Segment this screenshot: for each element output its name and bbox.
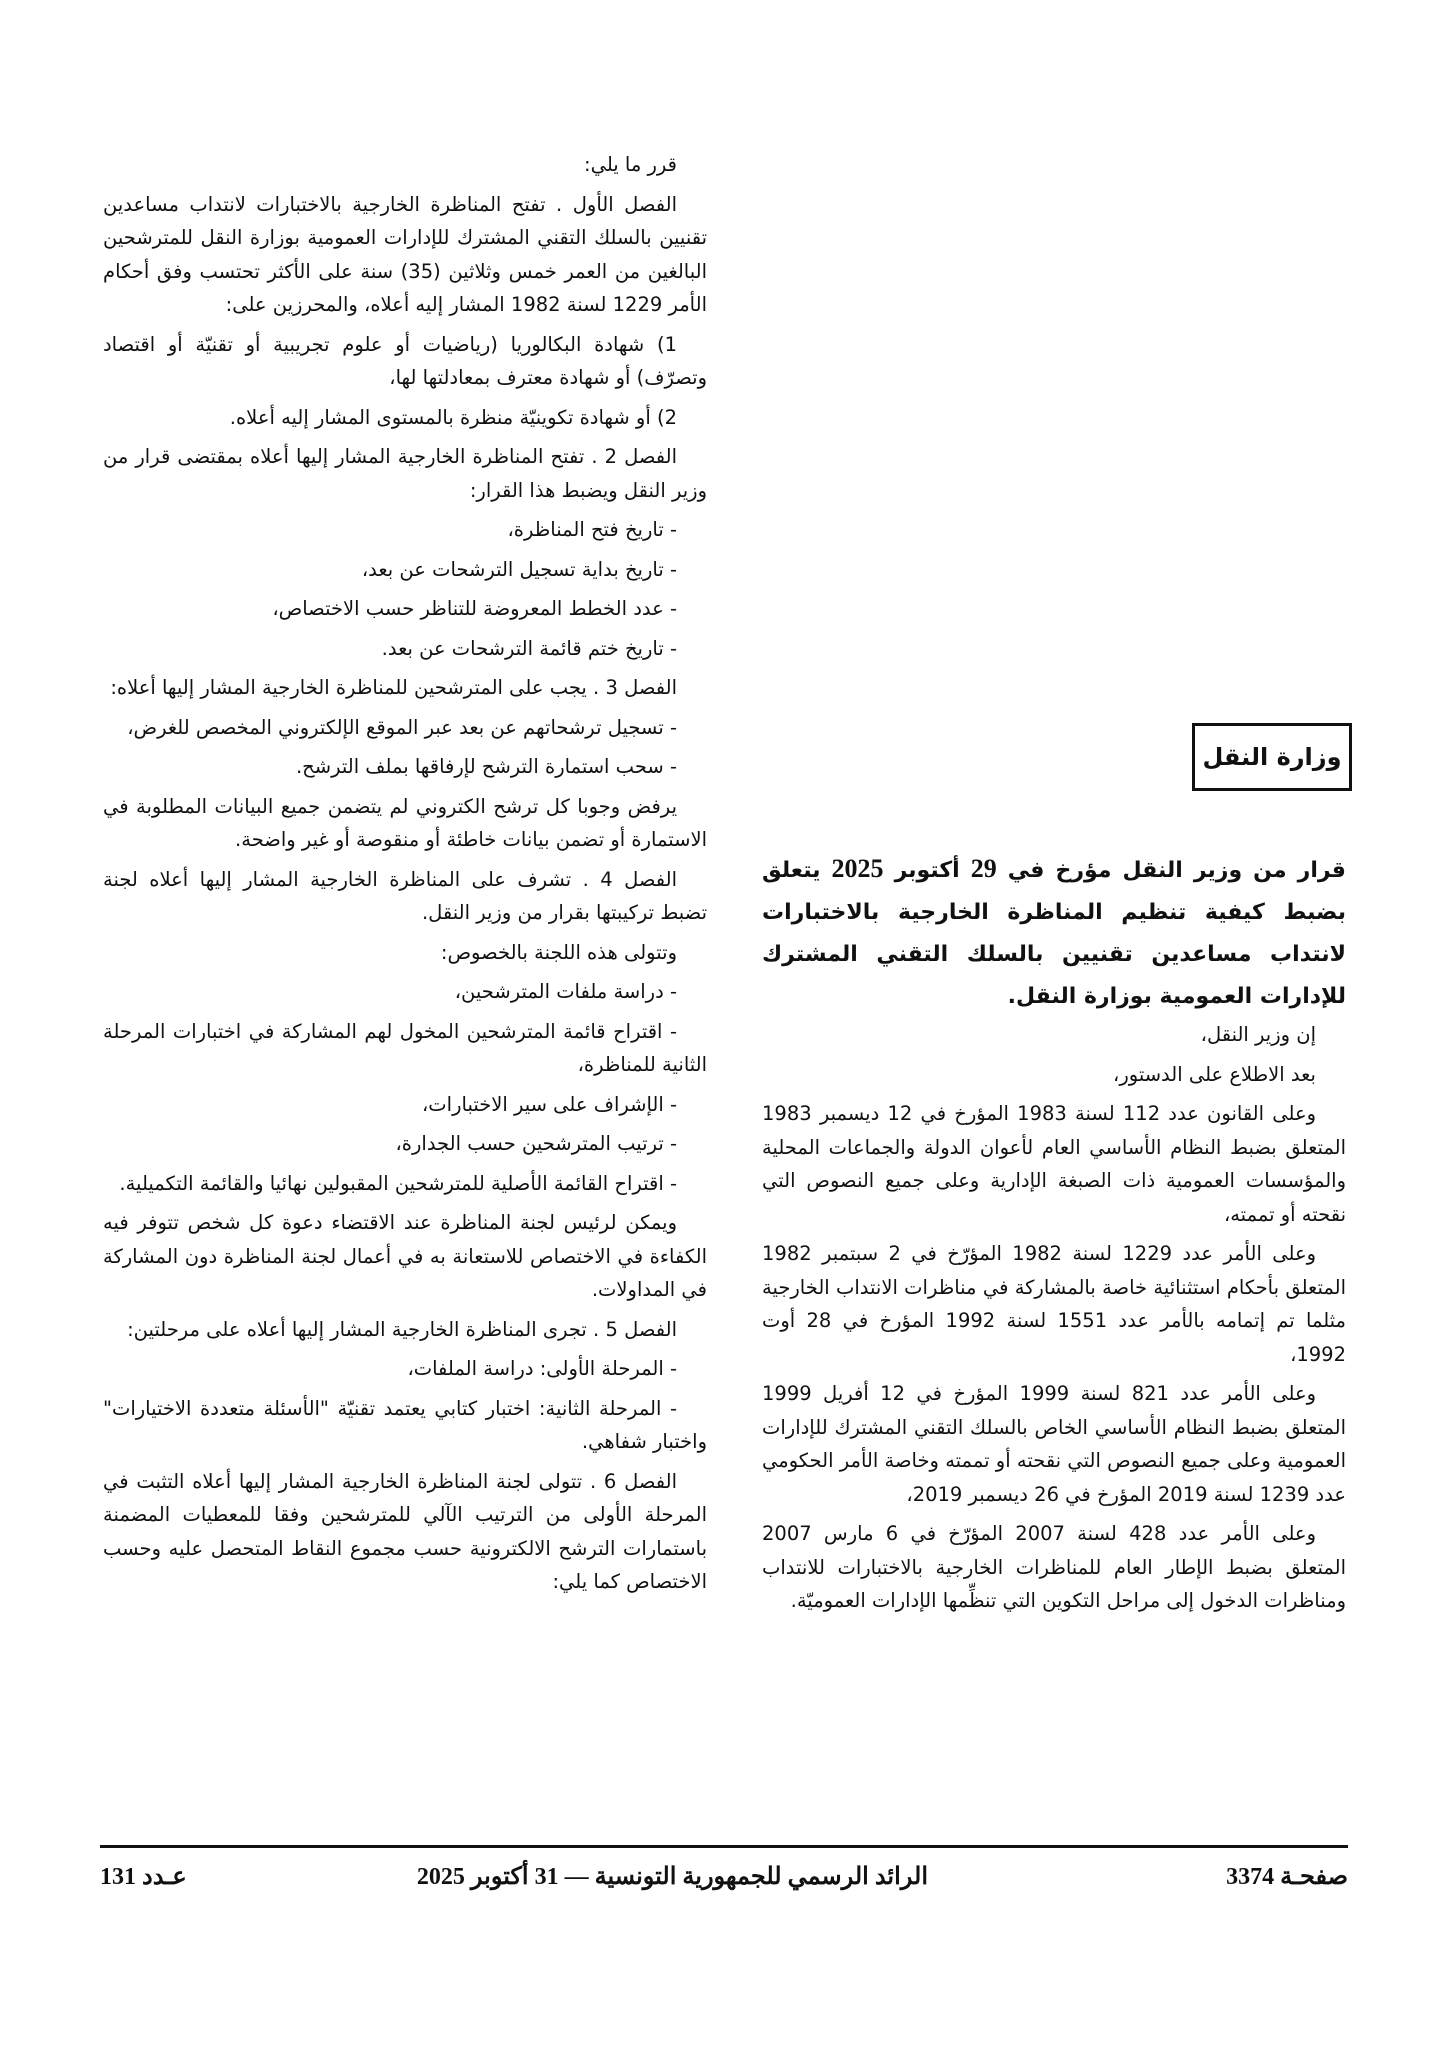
issue-number: عـدد 131 (100, 1864, 187, 1890)
ministry-header: وزارة النقل (1202, 743, 1342, 771)
decree-month: أكتوبر (894, 858, 960, 883)
article-paragraph: الفصل 6 . تتولى لجنة المناظرة الخارجية المشار إليها أعلاه التثبت في المرحلة الأولى من الترتيب الآلي للمترشحين وفقا للمعطيات المضمنة باستمارات الترشح الالكترونية حسب مجموع النقاط المتحصل عليه وحسب الاختصاص كما يلي: (103, 1469, 707, 1593)
page-footer (100, 1862, 1348, 1902)
article-paragraph: وتتولى هذه اللجنة بالخصوص: (440, 940, 677, 964)
decree-title-post: يتعلق بضبط كيفية تنظيم المناظرة الخارجية بالاختبارات لانتداب مساعدين تقنيين بالسلك التقني المشترك للإدارات العمومية بوزارة النقل. (762, 858, 1346, 1009)
decree-year: 2025 (831, 854, 884, 883)
article-paragraph: 2) أو شهادة تكوينيّة منظرة بالمستوى المشار إليه أعلاه. (229, 405, 677, 429)
left-column (103, 148, 707, 1605)
article-paragraph: الفصل الأول . تفتح المناظرة الخارجية بالاختبارات لانتداب مساعدين تقنيين بالسلك التقني المشترك للإدارات العمومية بوزارة النقل للمترشحين البالغين من العمر خمس وثلاثين (35) سنة على الأكثر تحتسب وفق أحكام الأمر 1229 لسنة 1982 المشار إليه أعلاه، والمحرزين على: (103, 192, 707, 316)
preamble-paragraph: وعلى الأمر عدد 428 لسنة 2007 المؤرّخ في 6 مارس 2007 المتعلق بضبط الإطار العام للمناظرات الخارجية بالاختبارات للانتداب ومناظرات الدخول إلى مراحل التكوين التي تنظِّمها الإدارات العموميّة. (762, 1522, 1346, 1612)
article-paragraph: الفصل 5 . تجرى المناظرة الخارجية المشار إليها أعلاه على مرحلتين: (127, 1317, 677, 1341)
page-number: صفحـة 3374 (1226, 1864, 1348, 1890)
publication-title: الرائد الرسمي للجمهورية التونسية — 31 أكتوبر 2025 (416, 1864, 928, 1890)
list-item: - تاريخ بداية تسجيل الترشحات عن بعد، (361, 557, 677, 581)
article-paragraph: قرر ما يلي: (584, 153, 677, 176)
decree-day: 29 (970, 854, 997, 883)
list-item: - دراسة ملفات المترشحين، (454, 980, 677, 1003)
list-item: - اقتراح القائمة الأصلية للمترشحين المقبولين نهائيا والقائمة التكميلية. (119, 1171, 677, 1195)
right-column (762, 1018, 1346, 1624)
list-item: - تاريخ فتح المناظرة، (507, 518, 677, 541)
article-paragraph: الفصل 2 . تفتح المناظرة الخارجية المشار إليها أعلاه بمقتضى قرار من وزير النقل ويضبط هذا القرار: (103, 445, 707, 502)
ministry-header-box (1192, 723, 1352, 791)
list-item: - تاريخ ختم قائمة الترشحات عن بعد. (381, 636, 677, 660)
decree-title-pre: قرار من وزير النقل مؤرخ في (1007, 858, 1346, 883)
preamble-paragraph: إن وزير النقل، (1200, 1023, 1316, 1046)
list-item: - ترتيب المترشحين حسب الجدارة، (395, 1132, 677, 1155)
preamble-paragraph: وعلى الأمر عدد 1229 لسنة 1982 المؤرّخ في 2 سبتمبر 1982 المتعلق بأحكام استثنائية خاصة بالمشاركة في مناظرات الانتداب الخارجية مثلما تم إتمامه بالأمر عدد 1551 لسنة 1992 المؤرخ في 28 أوت 1992، (762, 1242, 1347, 1366)
list-item: - الإشراف على سير الاختبارات، (422, 1092, 677, 1116)
preamble-paragraph: بعد الاطلاع على الدستور، (1113, 1062, 1316, 1086)
list-item: - سحب استمارة الترشح لإرفاقها بملف الترشح. (295, 755, 677, 778)
preamble-paragraph: وعلى القانون عدد 112 لسنة 1983 المؤرخ في 12 ديسمبر 1983 المتعلق بضبط النظام الأساسي العام لأعوان الدولة والجماعات المحلية والمؤسسات العمومية ذات الصبغة الإدارية وعلى جميع النصوص التي نقحته أو تممته، (762, 1102, 1346, 1226)
article-paragraph: يرفض وجوبا كل ترشح الكتروني لم يتضمن جميع البيانات المطلوبة في الاستمارة أو تضمن بيانات خاطئة أو منقوصة أو غير واضحة. (103, 794, 707, 851)
list-item: - اقتراح قائمة المترشحين المخول لهم المشاركة في اختبارات المرحلة الثانية للمناظرة، (103, 1019, 707, 1076)
list-item: - المرحلة الثانية: اختبار كتابي يعتمد تقنيّة "الأسئلة متعددة الاختيارات" واختبار شفاهي. (103, 1396, 707, 1453)
article-paragraph: 1) شهادة البكالوريا (رياضيات أو علوم تجريبية أو تقنيّة أو اقتصاد وتصرّف) أو شهادة معترف بمعادلتها لها، (103, 332, 707, 389)
article-paragraph: الفصل 3 . يجب على المترشحين للمناظرة الخارجية المشار إليها أعلاه: (110, 676, 677, 699)
article-paragraph: ويمكن لرئيس لجنة المناظرة عند الاقتضاء دعوة كل شخص تتوفر فيه الكفاءة في الاختصاص للاستعانة به في أعمال لجنة المناظرة دون المشاركة في المداولات. (103, 1211, 707, 1301)
preamble-paragraph: وعلى الأمر عدد 821 لسنة 1999 المؤرخ في 12 أفريل 1999 المتعلق بضبط النظام الأساسي الخاص بالسلك التقني المشترك للإدارات العمومية وعلى جميع النصوص التي نقحته أو تممته وخاصة الأمر الحكومي عدد 1239 لسنة 2019 المؤرخ في 26 ديسمبر 2019، (762, 1382, 1346, 1506)
article-paragraph: الفصل 4 . تشرف على المناظرة الخارجية المشار إليها أعلاه لجنة تضبط تركيبتها بقرار من وزير النقل. (103, 867, 707, 924)
list-item: - تسجيل ترشحاتهم عن بعد عبر الموقع الإلكتروني المخصص للغرض، (127, 715, 677, 739)
decree-title (762, 848, 1346, 1018)
footer-rule (100, 1845, 1348, 1848)
list-item: - عدد الخطط المعروضة للتناظر حسب الاختصاص، (272, 597, 677, 620)
list-item: - المرحلة الأولى: دراسة الملفات، (407, 1357, 677, 1380)
